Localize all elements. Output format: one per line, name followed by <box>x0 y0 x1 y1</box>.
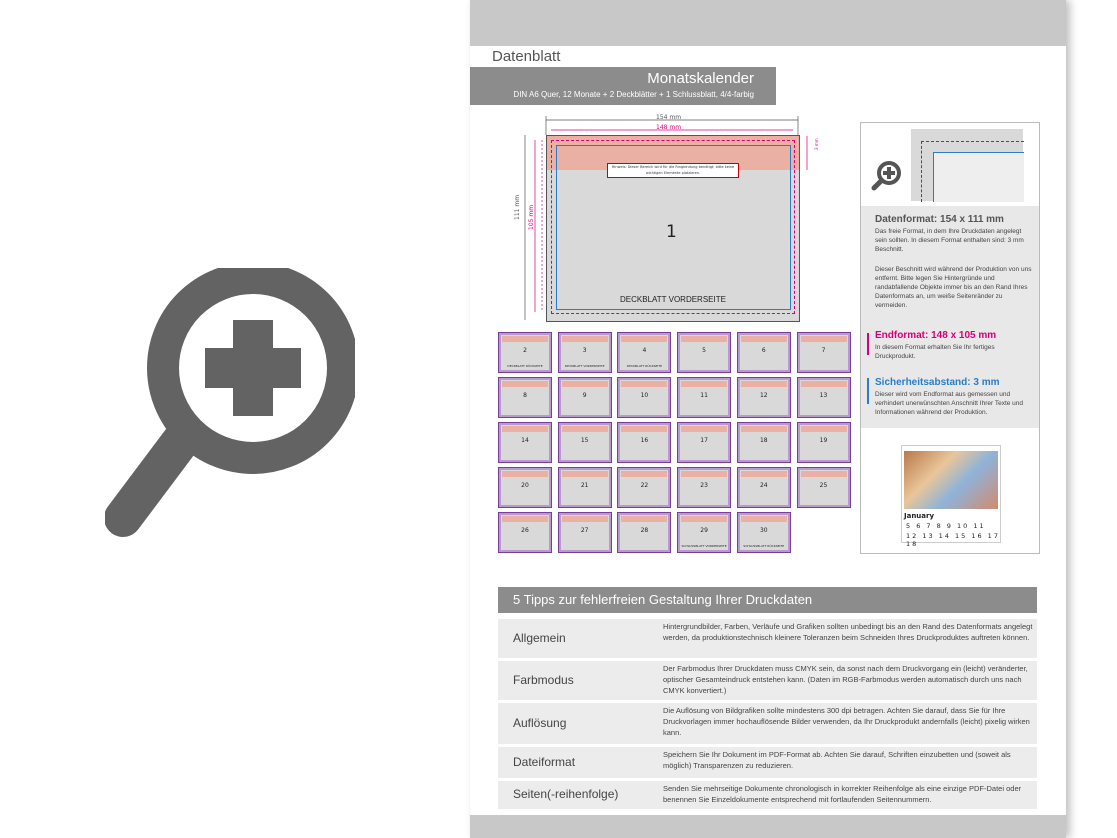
page-number: 16 <box>640 437 649 444</box>
page-thumbnail <box>797 422 851 463</box>
page-number: 20 <box>521 482 529 489</box>
page-binding-area <box>681 381 727 387</box>
page-label: SCHLUSSBLATT RÜCKSEITE <box>743 544 785 548</box>
page-binding-area <box>502 381 548 387</box>
family-photo <box>904 451 998 509</box>
format-info <box>861 206 1039 428</box>
page-number: 14 <box>521 437 529 444</box>
page-number: 3 <box>582 347 587 354</box>
width-bleed-label: 154 mm <box>656 114 682 121</box>
page-binding-area <box>502 426 548 432</box>
page-number: 22 <box>640 482 649 489</box>
page-number: 24 <box>759 482 768 489</box>
tip-row <box>498 661 1037 700</box>
tip-text: Speichern Sie Ihr Dokument im PDF-Format ab. Achten Sie darauf, Schriften einzubetten und (soweit als möglich) Transparenzen zu reduzieren. <box>663 750 1011 770</box>
page-thumbnail <box>617 422 671 463</box>
page-number: 11 <box>700 392 708 399</box>
data-format-text-2: Dieser Beschnitt wird während der Produktion von uns entfernt. Bitte legen Sie Hintergründe und randabfallende Objekte immer bis an den Rand Ihres Datenformats an, um weiße Seitenränder zu vermeiden. <box>875 266 1032 309</box>
page-binding-area <box>681 426 727 432</box>
tip-label: Auflösung <box>513 715 567 730</box>
tips-header: 5 Tipps zur fehlerfreien Gestaltung Ihrer Druckdaten <box>498 587 1037 613</box>
product-subtitle: DIN A6 Quer, 12 Monate + 2 Deckblätter + 1 Schlussblatt, 4/4-farbig <box>513 90 754 99</box>
tip-text: Die Auflösung von Bildgrafiken sollte mindestens 300 dpi betragen. Achten Sie darauf, dass Sie für Ihre Druckvorlagen immer hochauflösende Bilder verwenden, da Ihr Druckprodukt andernfalls (leicht) pixelig wirken kann. <box>663 706 1030 737</box>
page-thumbnail <box>617 332 671 373</box>
page-thumbnail <box>498 512 552 553</box>
page-number: 9 <box>582 392 587 399</box>
page-thumbnail <box>677 377 731 418</box>
page-thumbnail <box>737 467 791 508</box>
width-final-label: 148 mm <box>656 124 682 131</box>
page-number: 28 <box>640 527 649 534</box>
tip-row <box>498 781 1037 809</box>
info-panel <box>860 122 1040 554</box>
tip-row <box>498 703 1037 744</box>
page-binding-area <box>801 426 847 432</box>
page-label: SCHLUSSBLATT VORDERSEITE <box>681 544 727 548</box>
page-binding-area <box>562 426 608 432</box>
page-binding-area <box>562 516 608 522</box>
safety-heading: Sicherheitsabstand: 3 mm <box>875 377 1000 388</box>
safe-margin-label: 3 mm <box>814 138 819 150</box>
page-binding-area <box>801 336 847 342</box>
page-binding-area <box>502 471 548 477</box>
page-label: DECKBLATT RÜCKSEITE <box>626 364 662 368</box>
page-binding-area <box>502 336 548 342</box>
page-binding-area <box>741 381 787 387</box>
page-thumbnail <box>558 332 612 373</box>
page-thumbnail <box>737 422 791 463</box>
zoom-safe-area <box>933 152 1024 202</box>
page-thumbnail <box>617 377 671 418</box>
datasheet-tab: Datenblatt <box>472 46 590 67</box>
page-thumbnail <box>498 377 552 418</box>
page-thumbnail <box>617 467 671 508</box>
calendar-row-2: 12 13 14 15 16 17 18 <box>906 532 1000 548</box>
page-number: 27 <box>580 527 589 534</box>
page-thumbnail <box>498 422 552 463</box>
page-binding-area <box>562 471 608 477</box>
zoom-in-small-icon[interactable] <box>871 159 903 191</box>
page-number: 23 <box>700 482 708 489</box>
data-format-text: Das freie Format, in dem Ihre Druckdaten angelegt sein sollten. In diesem Format enthalten sind: 3 mm Beschnitt. <box>875 228 1024 253</box>
sheet-bottom-bar <box>470 815 1066 838</box>
height-bleed-label: 111 mm <box>514 194 521 220</box>
page-thumbnail <box>677 512 731 553</box>
page-thumbnail <box>498 332 552 373</box>
tip-label: Seiten(-reihenfolge) <box>513 787 619 801</box>
page-number: 5 <box>702 347 706 354</box>
calendar-row-1: 5 6 7 8 9 10 11 <box>906 522 986 530</box>
page-binding-area <box>621 516 667 522</box>
page-binding-area <box>801 381 847 387</box>
page-binding-area <box>502 516 548 522</box>
page-number: 30 <box>759 527 768 534</box>
zoom-in-icon[interactable] <box>105 268 355 548</box>
end-format-heading: Endformat: 148 x 105 mm <box>875 330 997 341</box>
tip-text: Senden Sie mehrseitige Dokumente chronologisch in korrekter Reihenfolge als eine einzige PDF-Datei oder benennen Sie Einzeldokumente entsprechend mit fortlaufenden Seitennummern. <box>663 784 1022 804</box>
page-thumbnail <box>737 332 791 373</box>
page-thumbnail <box>498 467 552 508</box>
page-thumbnail <box>677 332 731 373</box>
page-thumbnail <box>677 422 731 463</box>
product-title: Monatskalender <box>647 70 754 87</box>
page-number: 15 <box>580 437 589 444</box>
page-binding-area <box>621 381 667 387</box>
end-format-marker <box>867 333 869 355</box>
page-number: 13 <box>819 392 828 399</box>
page-thumbnail <box>558 467 612 508</box>
page-thumbnail <box>558 512 612 553</box>
page-binding-area <box>741 426 787 432</box>
page-number: 29 <box>700 527 708 534</box>
page-number: 7 <box>821 347 826 354</box>
page-number: 10 <box>640 392 649 399</box>
cover-label: DECKBLATT VORDERSEITE <box>620 295 726 304</box>
tip-row <box>498 619 1037 658</box>
datasheet-page <box>470 0 1066 838</box>
tip-row <box>498 747 1037 778</box>
data-format-heading: Datenformat: 154 x 111 mm <box>875 214 1004 225</box>
page-number: 8 <box>523 392 527 399</box>
page-number: 26 <box>521 527 529 534</box>
page-binding-area <box>801 471 847 477</box>
page-thumbnail <box>558 422 612 463</box>
tip-text: Der Farbmodus Ihrer Druckdaten muss CMYK sein, da sonst nach dem Druckvorgang ein (leicht) veränderter, optischer Gesamteindruck entstehen kann. (Daten im RGB-Farbmodus werden automatisch durch uns nach CMYK konvertiert.) <box>663 664 1028 695</box>
page-binding-area <box>741 471 787 477</box>
page-binding-area <box>621 471 667 477</box>
page-thumbnail <box>677 467 731 508</box>
page-binding-area <box>562 336 608 342</box>
zoom-preview <box>861 123 1039 206</box>
page-number: 6 <box>761 347 766 354</box>
page-number: 2 <box>523 347 527 354</box>
page-label: DECKBLATT RÜCKSEITE <box>507 364 543 368</box>
page-binding-area <box>681 516 727 522</box>
page-thumbnail <box>617 512 671 553</box>
tip-label: Farbmodus <box>513 672 574 687</box>
binding-note: Hinweis: Dieser Bereich wird für die Ringbindung benötigt; bitte keine wichtigen Elemente platzieren. <box>607 163 739 178</box>
page-number: 25 <box>819 482 828 489</box>
page-number: 12 <box>759 392 768 399</box>
page-thumbnail-grid <box>498 332 854 554</box>
page-thumbnail <box>737 377 791 418</box>
page-binding-area <box>681 471 727 477</box>
tip-text: Hintergrundbilder, Farben, Verläufe und Grafiken sollten unbedingt bis an den Rand des Datenformats angelegt werden, da produktionstechnisch kleinere Toleranzen beim Schneiden Ihres Druckproduktes auftreten können. <box>663 622 1033 642</box>
page-binding-area <box>562 381 608 387</box>
page-number: 19 <box>819 437 828 444</box>
page-binding-area <box>681 336 727 342</box>
safety-marker <box>867 378 869 404</box>
page-binding-area <box>741 336 787 342</box>
page-thumbnail <box>797 332 851 373</box>
end-format-text: In diesem Format erhalten Sie Ihr fertiges Druckprodukt. <box>875 344 995 360</box>
page-number: 21 <box>580 482 589 489</box>
page-number: 18 <box>759 437 768 444</box>
page-number: 17 <box>700 437 708 444</box>
tip-label: Dateiformat <box>513 754 576 769</box>
page-binding-area <box>741 516 787 522</box>
page-label: DECKBLATT VORDERSEITE <box>564 364 605 368</box>
tip-label: Allgemein <box>513 630 566 645</box>
calendar-month: January <box>904 512 935 520</box>
height-final-label: 105 mm <box>528 204 535 230</box>
page-thumbnail <box>797 377 851 418</box>
page-number: 4 <box>642 347 647 354</box>
calendar-example-image <box>901 445 1001 548</box>
page-thumbnail <box>737 512 791 553</box>
cover-page-number: 1 <box>666 222 677 242</box>
page-thumbnail <box>797 467 851 508</box>
safety-text: Dieser wird vom Endformat aus gemessen und verhindert unerwünschten Anschnitt Ihrer Texte und Informationen während der Produktion. <box>875 391 1024 416</box>
page-binding-area <box>621 336 667 342</box>
page-thumbnail <box>558 377 612 418</box>
page-binding-area <box>621 426 667 432</box>
